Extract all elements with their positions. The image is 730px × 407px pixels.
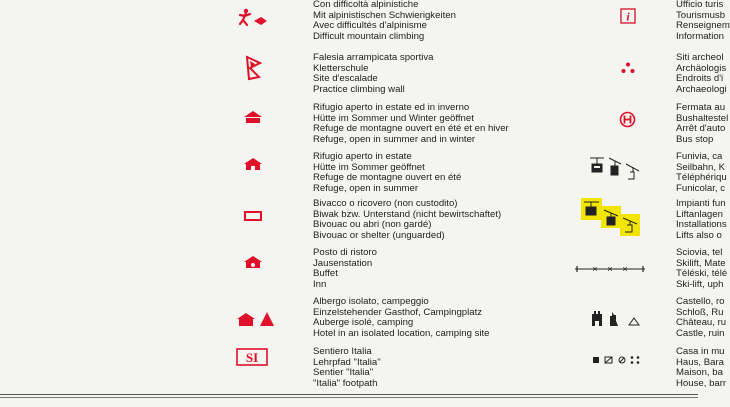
ski-lift-line-icon <box>575 264 645 274</box>
legend-entry: Fermata au Bushaltestel Arrêt d'auto Bus stop <box>676 102 729 145</box>
bottom-rule-secondary <box>0 397 698 398</box>
lift-installations-icon <box>581 198 641 238</box>
bivouac-icon <box>244 211 262 221</box>
svg-text:×: × <box>592 264 598 274</box>
sentiero-italia-icon <box>236 348 268 366</box>
legend-entry: Sentiero Italia Lehrpfad "Italia" Sentier "Italia" "Italia" footpath <box>313 346 381 389</box>
legend-entry: Albergo isolato, campeggio Einzelstehender Gasthof, Campingplatz Auberge isolé, camping Hotel in an isolated location, camping site <box>313 296 490 339</box>
legend-entry: Casa in mu Haus, Bara Maison, ba House, barr <box>676 346 727 389</box>
castle-ruin-icon <box>590 308 642 328</box>
svg-text:×: × <box>607 264 613 274</box>
legend-entry: Rifugio aperto in estate Hütte im Sommer geöffnet Refuge de montagne ouvert en été Refuge, open in summer <box>313 151 462 194</box>
svg-text:SI: SI <box>245 350 259 365</box>
refreshment-post-icon <box>243 255 263 269</box>
legend-entry: Con difficoltà alpinistiche Mit alpinistischen Schwierigkeiten Avec difficultés d'alpinisme Difficult mountain climbing <box>313 0 456 42</box>
inn-camping-icon <box>236 310 276 328</box>
right-legend-column <box>676 0 730 394</box>
climbing-wall-icon <box>244 55 264 81</box>
legend-entry: Castello, ro Schloß, Ru Château, ru Castle, ruin <box>676 296 727 339</box>
hut-open-summer-icon <box>243 157 263 171</box>
legend-entry: Bivacco o ricovero (non custodito) Biwak bzw. Unterstand (nicht bewirtschaftet) Bivouac ou abri (non gardé) Bivouac or shelter (unguarded) <box>313 198 502 241</box>
tourist-info-icon <box>620 8 636 24</box>
legend-entry: Sciovia, tel Skilift, Mate Téléski, télé Ski-lift, uph <box>676 247 728 290</box>
legend-entry: Siti archeol Archäologis Endroits d'i Archaeologi <box>676 52 727 95</box>
bus-stop-icon <box>619 111 636 128</box>
archaeological-site-icon <box>621 62 635 74</box>
legend-entry: Rifugio aperto in estate ed in inverno Hütte im Sommer und Winter geöffnet Refuge de montagne ouvert en été et en hiver Refuge, open in summer and in winter <box>313 102 509 145</box>
legend-entry: Ufficio turis Tourismusb Renseignem Information <box>676 0 730 42</box>
legend-entry: Falesia arrampicata sportiva Kletterschule Site d'escalade Practice climbing wall <box>313 52 434 95</box>
legend-entry: Funivia, ca Seilbahn, K Téléphériqu Funicolar, c <box>676 151 727 194</box>
cable-car-icon <box>589 152 641 184</box>
svg-text:×: × <box>622 264 628 274</box>
legend-entry: Posto di ristoro Jausenstation Buffet Inn <box>313 247 377 290</box>
legend-entry: Impianti fun Liftanlagen Installations Lifts also o <box>676 198 727 241</box>
hut-open-all-year-icon <box>243 110 263 124</box>
house-barn-icon <box>592 355 642 365</box>
bottom-rule <box>0 394 698 395</box>
climber-arrow-icon <box>237 8 271 30</box>
svg-text:i: i <box>626 9 630 24</box>
